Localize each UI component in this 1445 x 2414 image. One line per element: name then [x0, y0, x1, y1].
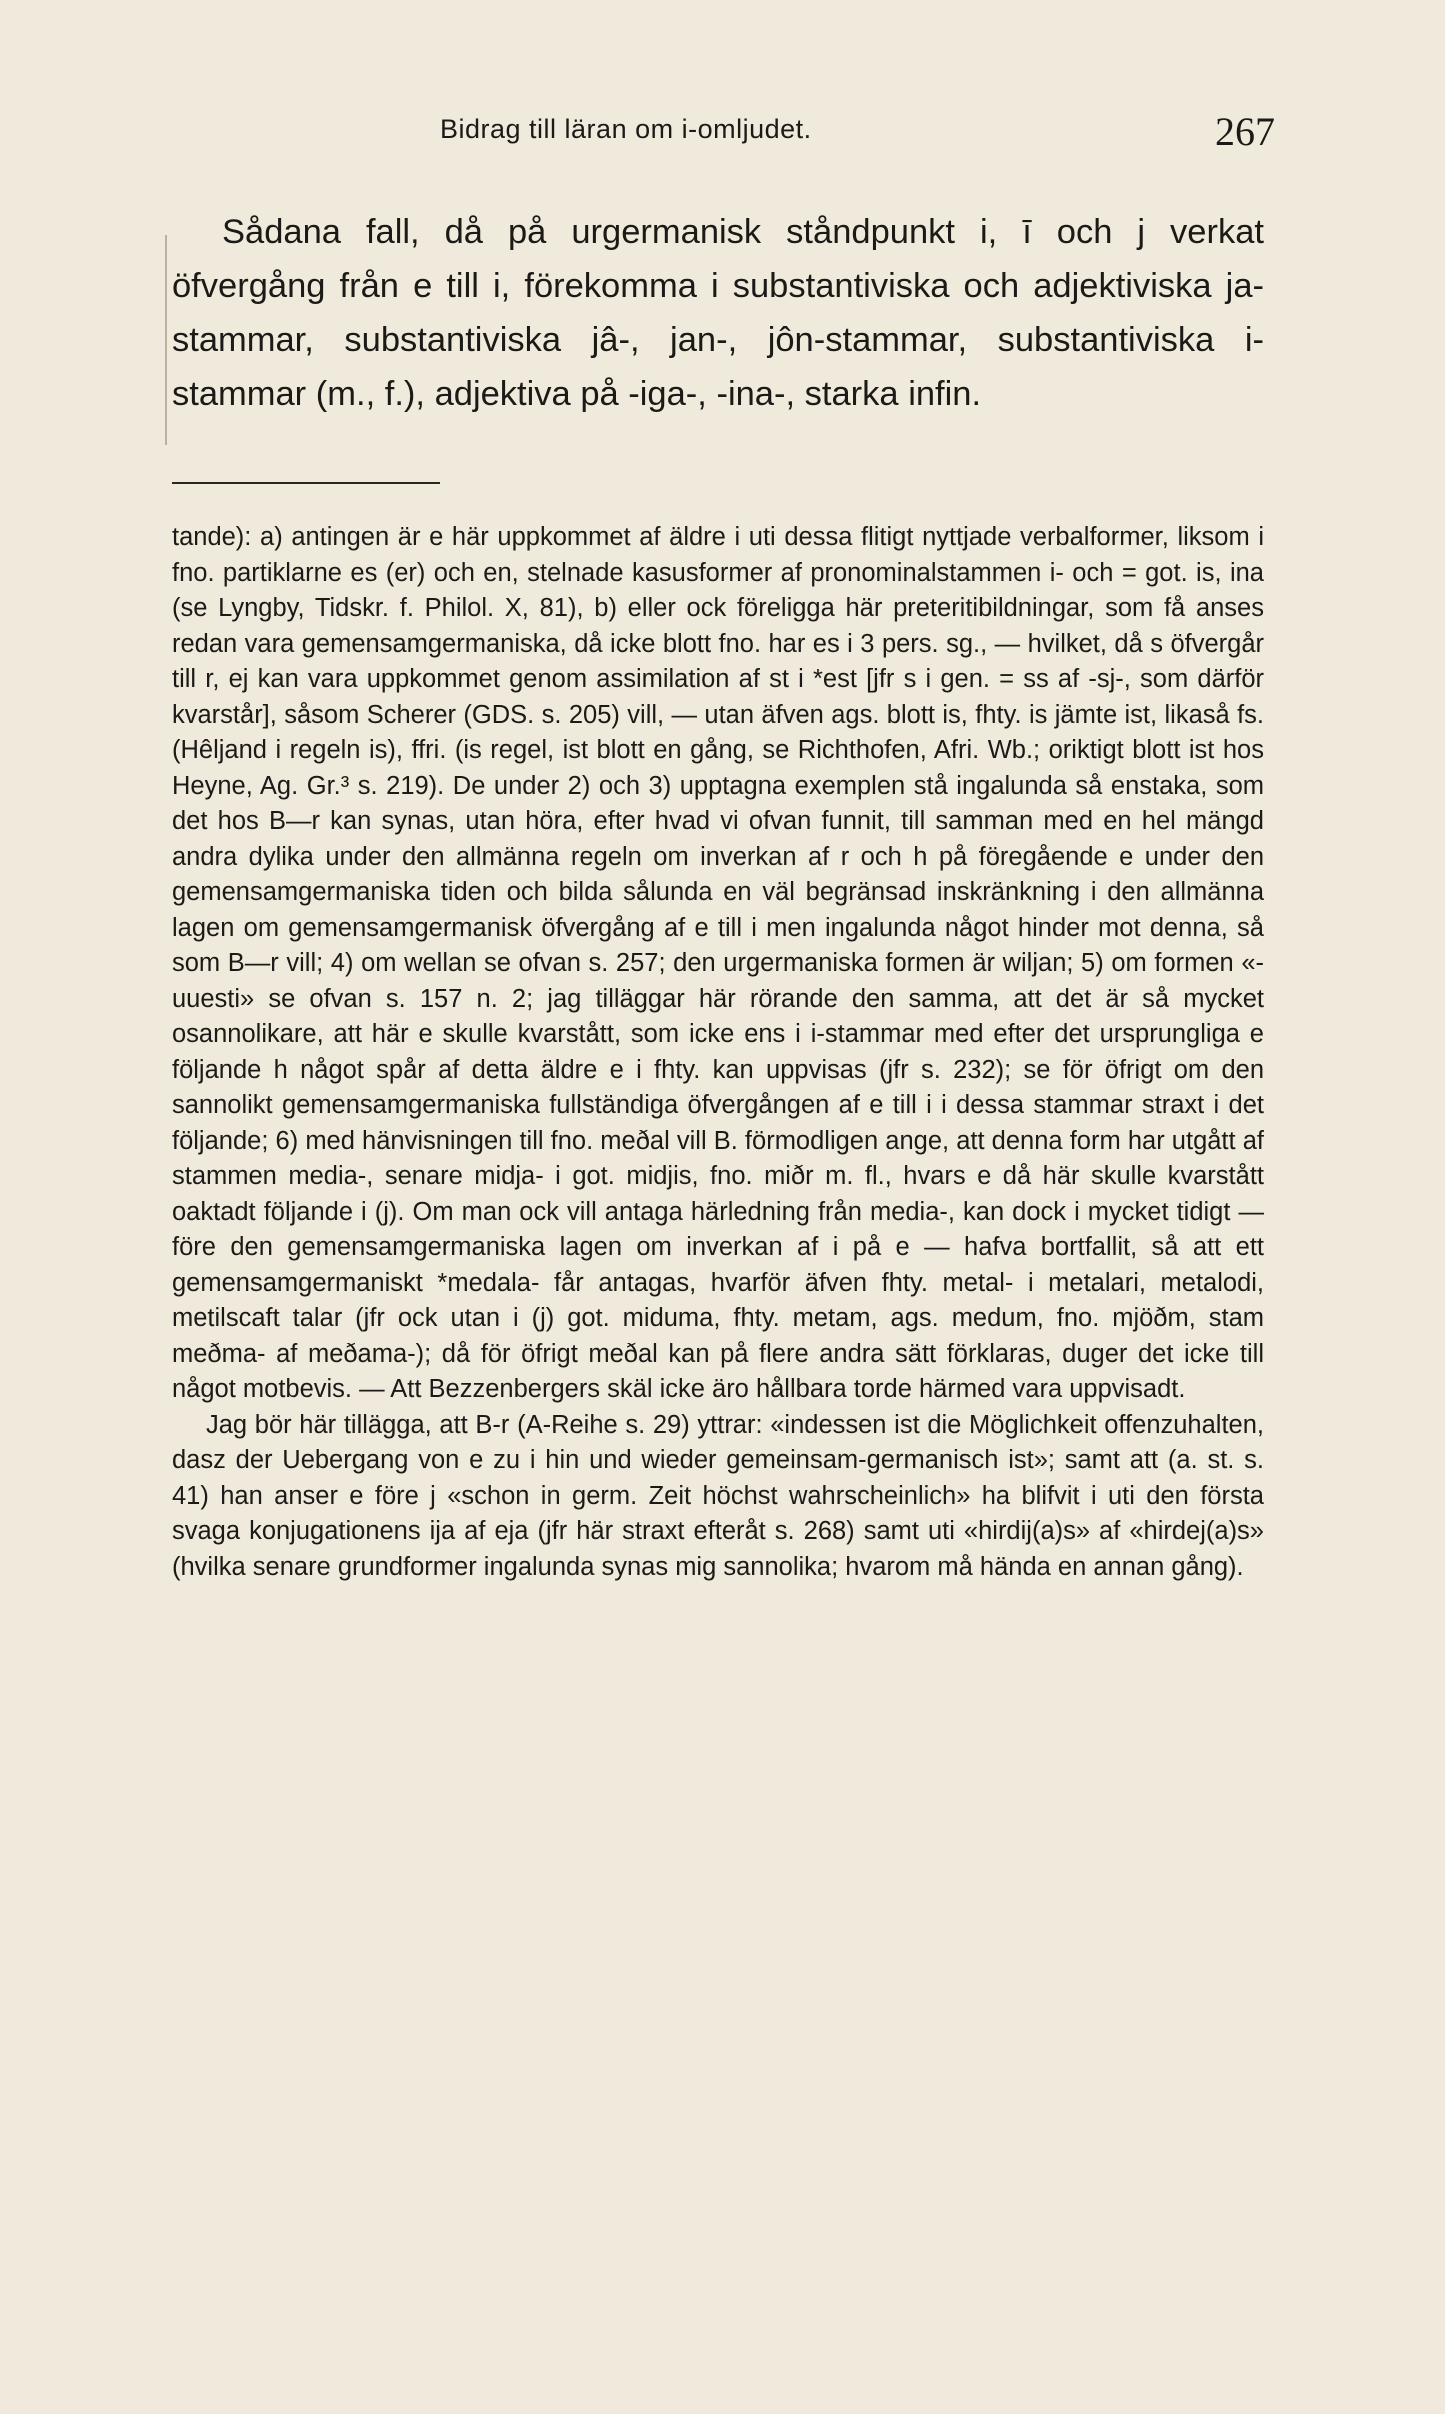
footnote-separator: [172, 482, 440, 484]
page-header: [180, 100, 1280, 160]
footnote-paragraph: tande): a) antingen är e här uppkommet af äldre i uti dessa flitigt nyttjade verbalformer, liksom i fno. partiklarne es (er) och en, stelnade kasusformer af pronominalstammen i- och = got. is, ina (se Lyngby, Tidskr. f. Philol. X, 81), b) eller ock föreligga här preteritibildningar, som få anses redan vara gemensamgermaniska, då icke blott fno. har es i 3 pers. sg., — hvilket, då s öfvergår till r, ej kan vara uppkommet genom assimilation af st i *est [jfr s i gen. = ss af -sj-, som därför kvarstår], såsom Scherer (GDS. s. 205) vill, — utan äfven ags. blott is, fhty. is jämte ist, likaså fs. (Hêljand i regeln is), ffri. (is regel, ist blott en gång, se Richthofen, Afri. Wb.; oriktigt blott ist hos Heyne, Ag. Gr.³ s. 219). De under 2) och 3) upptagna exemplen stå ingalunda så enstaka, som det hos B—r kan synas, utan höra, efter hvad vi ofvan funnit, till samman med en hel mängd andra dylika under den allmänna regeln om inverkan af r och h på föregående e under den gemensamgermaniska tiden och bilda sålunda en väl begränsad inskränkning i den allmänna lagen om gemensamgermanisk öfvergång af e till i men ingalunda något hinder mot denna, så som B—r vill; 4) om wellan se ofvan s. 257; den urgermaniska formen är wiljan; 5) om formen «-uuesti» se ofvan s. 157 n. 2; jag tilläggar här rörande den samma, att det är så mycket osannolikare, att här e skulle kvarstått, som icke ens i i-stammar med efter det ursprungliga e följande h något spår af detta äldre e i fhty. kan uppvisas (jfr s. 232); se för öfrigt om den sannolikt gemensamgermaniska fullständiga öfvergången af e till i i dessa stammar straxt i det följande; 6) med hänvisningen till fno. meðal vill B. förmodligen ange, att denna form har utgått af stammen media-, senare midja- i got. midjis, fno. miðr m. fl., hvars e då här skulle kvarstått oaktadt följande i (j). Om man ock vill antaga härledning från media-, kan dock i mycket tidigt — före den gemensamgermaniska lagen om inverkan af i på e — hafva bortfallit, så att ett gemensamgermaniskt *medala- får antagas, hvarför äfven fhty. metal- i metalari, metalodi, metilscaft talar (jfr ock utan i (j) got. miduma, fhty. metam, ags. medum, fno. mjöðm, stam meðma- af meðama-); då för öfrigt meðal kan på flere andra sätt förklaras, duger det icke till något motbevis. — Att Bezzenbergers skäl icke äro hållbara torde härmed vara uppvisadt.: [172, 523, 1264, 1403]
main-text: [172, 205, 1264, 421]
margin-mark: [165, 235, 167, 445]
footnote-paragraph: Jag bör här tillägga, att B-r (A-Reihe s. 29) yttrar: «indessen ist die Möglichkeit offenzuhalten, dasz der Uebergang von e zu i hin und wieder gemeinsam-germanisch ist»; samt att (a. st. s. 41) han anser e före j «schon in germ. Zeit höchst wahrscheinlich» ha blifvit i uti den första svaga konjugationens ija af eja (jfr här straxt efteråt s. 268) samt uti «hirdij(a)s» af «hirdej(a)s» (hvilka senare grundformer ingalunda synas mig sannolika; hvarom må hända en annan gång).: [172, 1410, 1264, 1581]
footnote: [172, 520, 1264, 1585]
main-paragraph: Sådana fall, då på urgermanisk ståndpunkt i, ī och j verkat öfvergång från e till i, förekomma i substantiviska och adjektiviska ja-stammar, substantiviska jâ-, jan-, jôn-stammar, substantiviska i-stammar (m., f.), adjektiva på -iga-, -ina-, starka infin.: [172, 213, 1264, 413]
page-number: 267: [1215, 109, 1275, 154]
running-title: Bidrag till läran om i-omljudet.: [440, 114, 812, 144]
